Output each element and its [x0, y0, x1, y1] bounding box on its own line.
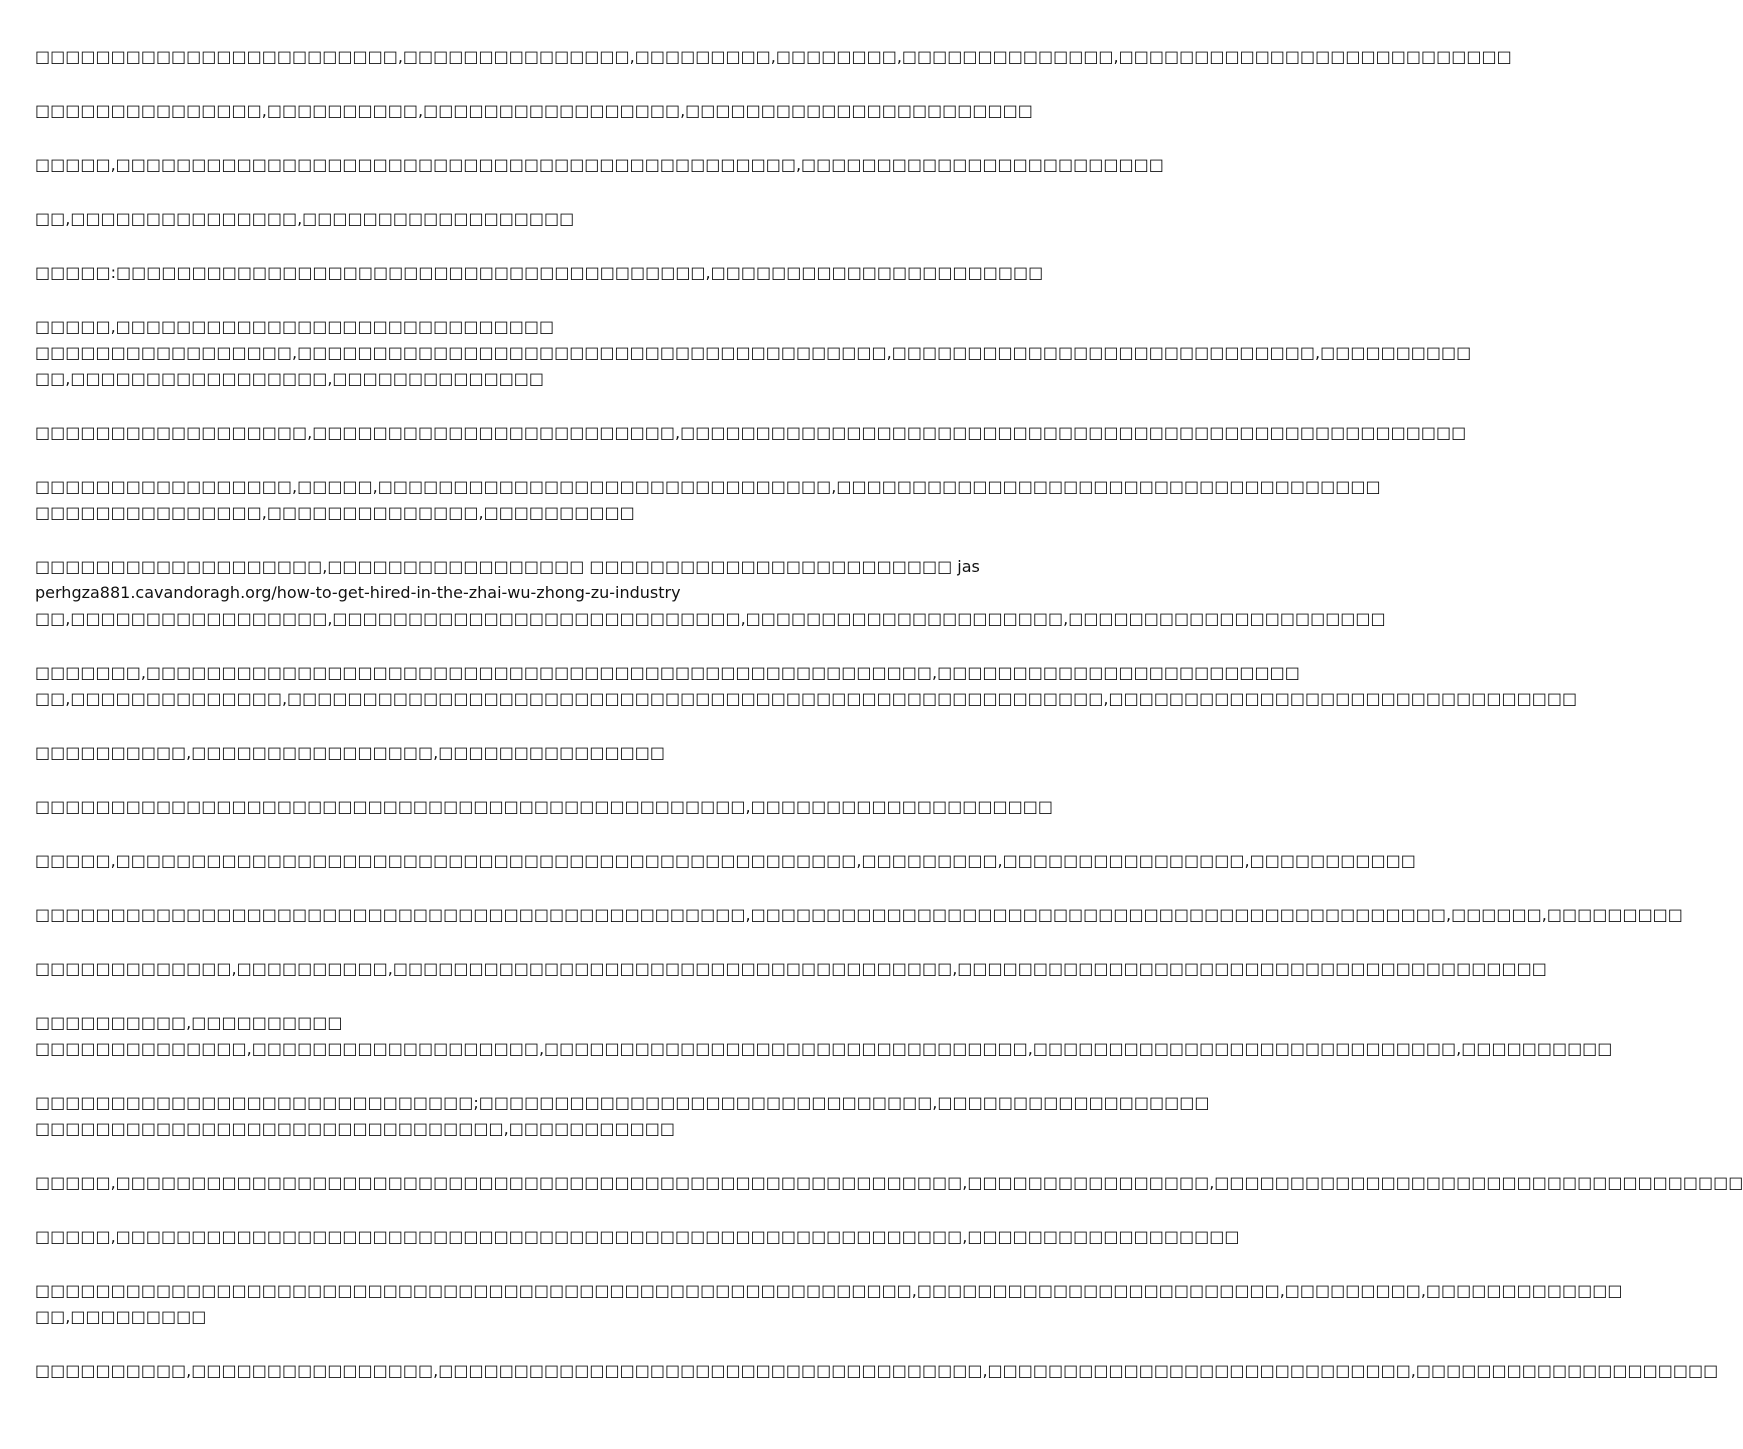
paragraph-line: □□□□□□□□□□□□□□□,□□□□□□□□□□,□□□□□□□□□□□□□□□□□,□□□□□□□□□□□□□□□□□□□□□□□: [35, 101, 1033, 120]
paragraph-line: □□□□□:□□□□□□□□□□□□□□□□□□□□□□□□□□□□□□□□□□□□□□□,□□□□□□□□□□□□□□□□□□□□□□: [35, 263, 1044, 282]
paragraph-line: □□□□□□□□□□,□□□□□□□□□□□□□□□□,□□□□□□□□□□□□□□□: [35, 743, 665, 762]
paragraph-line: □□□□□□□□□□□□□□□,□□□□□□□□□□□□□□,□□□□□□□□□□: [35, 503, 635, 522]
paragraph-line: □□□□□□□,□□□□□□□□□□□□□□□□□□□□□□□□□□□□□□□□□□□□□□□□□□□□□□□□□□□□,□□□□□□□□□□□□□□□□□□□□□□□□: [35, 663, 1300, 682]
paragraph-line: □□□□□□□□□□□□□,□□□□□□□□□□,□□□□□□□□□□□□□□□□□□□□□□□□□□□□□□□□□□□□□,□□□□□□□□□□□□□□□□□□□□□□□□□□□□□□□□□□□□□□□: [35, 959, 1547, 978]
paragraph-line: □□□□□□□□□□□□□□□□□□□□□□□□□□□□□□□□□□□□□□□□□□□□□□□,□□□□□□□□□□□□□□□□□□□□□□□□□□□□□□□□□□□□□□□□□□□□□□,□□□□□□,□□□□□□□□□: [35, 905, 1683, 924]
paragraph-18: [35, 1170, 1743, 1196]
paragraph-6: [35, 314, 1472, 392]
paragraph-20: [35, 1278, 1623, 1330]
paragraph-2: [35, 98, 1033, 124]
paragraph-line: □□□□□,□□□□□□□□□□□□□□□□□□□□□□□□□□□□□□□□□□□□□□□□□□□□□□□□□□□□□□□□,□□□□□□□□□□□□□□□□□□: [35, 1227, 1240, 1246]
document-body: [35, 44, 1743, 1412]
paragraph-line: □□□□□,□□□□□□□□□□□□□□□□□□□□□□□□□□□□□□□□□□□□□□□□□□□□□,□□□□□□□□□□□□□□□□□□□□□□□□: [35, 155, 1164, 174]
paragraph-line: □□□□□□□□□□□□□□□□□,□□□□□,□□□□□□□□□□□□□□□□□□□□□□□□□□□□□□,□□□□□□□□□□□□□□□□□□□□□□□□□□□□□□□□□□□□: [35, 477, 1381, 496]
paragraph-line: □□□□□,□□□□□□□□□□□□□□□□□□□□□□□□□□□□□□□□□□□□□□□□□□□□□□□□□,□□□□□□□□□,□□□□□□□□□□□□□□□□,□□□□□□□□□□□: [35, 851, 1416, 870]
paragraph-line: □□□□□□□□□□□□□□,□□□□□□□□□□□□□□□□□□□,□□□□□□□□□□□□□□□□□□□□□□□□□□□□□□□□,□□□□□□□□□□□□□□□□□□□□□□□□□□□□,□□□□□□□□□□: [35, 1039, 1613, 1058]
paragraph-line: □□,□□□□□□□□□□□□□□□□□,□□□□□□□□□□□□□□□□□□□□□□□□□□□,□□□□□□□□□□□□□□□□□□□□□,□□□□□□□□□□□□□□□□□□□□□: [35, 609, 1386, 628]
paragraph-11: [35, 740, 990, 766]
paragraph-line: □□,□□□□□□□□□□□□□□□□□,□□□□□□□□□□□□□□: [35, 369, 545, 388]
paragraph-1: [35, 44, 1512, 70]
paragraph-4: [35, 206, 990, 232]
paragraph-16: [35, 1010, 1613, 1062]
paragraph-line-with-url: □□□□□□□□□□□□□□□□□□□,□□□□□□□□□□□□□□□□□ □□□□□□□□□□□□□□□□□□□□□□□□ jasperhgza881.cavandoragh.org/how-to-get-hired-in-the-zhai-wu-zhong-zu-industry: [35, 557, 980, 602]
paragraph-line: □□□□□,□□□□□□□□□□□□□□□□□□□□□□□□□□□□□□□□□□□□□□□□□□□□□□□□□□□□□□□□,□□□□□□□□□□□□□□□□,□□□□□□□□□□□□□□□□□□□□□□□□□□□□□□□□□□□: [35, 1173, 1743, 1192]
paragraph-21: [35, 1358, 1719, 1384]
paragraph-8: [35, 474, 1381, 526]
paragraph-19: [35, 1224, 1240, 1250]
paragraph-5: [35, 260, 1044, 286]
paragraph-7: [35, 420, 1467, 446]
paragraph-line: □□□□□,□□□□□□□□□□□□□□□□□□□□□□□□□□□□□: [35, 317, 555, 336]
paragraph-14: [35, 902, 1683, 928]
paragraph-12: [35, 794, 1053, 820]
paragraph-line: □□□□□□□□□□□□□□□□□□□□□□□□□□□□□;□□□□□□□□□□□□□□□□□□□□□□□□□□□□□□,□□□□□□□□□□□□□□□□□□: [35, 1093, 1210, 1112]
paragraph-line: □□□□□□□□□□□□□□□□□□□□□□□□□□□□□□□□□□□□□□□□□□□□□□□□□□□□□□□□□□,□□□□□□□□□□□□□□□□□□□□□□□□,□□□□□□□□□,□□□□□□□□□□□□□: [35, 1281, 1623, 1300]
paragraph-line: □□,□□□□□□□□□: [35, 1307, 207, 1326]
paragraph-13: [35, 848, 1416, 874]
paragraph-line: □□□□□□□□□□□□□□□□□□□□□□□□□□□□□□□,□□□□□□□□□□□: [35, 1119, 676, 1138]
paragraph-line: □□,□□□□□□□□□□□□□□□,□□□□□□□□□□□□□□□□□□: [35, 209, 575, 228]
paragraph-9: [35, 554, 1386, 632]
paragraph-line: □□,□□□□□□□□□□□□□□,□□□□□□□□□□□□□□□□□□□□□□□□□□□□□□□□□□□□□□□□□□□□□□□□□□□□□□,□□□□□□□□□□□□□□□□□□□□□□□□□□□□□□□: [35, 689, 1578, 708]
paragraph-15: [35, 956, 1547, 982]
paragraph-line: □□□□□□□□□□□□□□□□□□□□□□□□□□□□□□□□□□□□□□□□□□□□□□□,□□□□□□□□□□□□□□□□□□□□: [35, 797, 1053, 816]
paragraph-line: □□□□□□□□□□□□□□□□□,□□□□□□□□□□□□□□□□□□□□□□□□□□□□□□□□□□□□□□□,□□□□□□□□□□□□□□□□□□□□□□□□□□□□,□□□□□□□□□□: [35, 343, 1472, 362]
paragraph-line: □□□□□□□□□□,□□□□□□□□□□: [35, 1013, 343, 1032]
paragraph-line: □□□□□□□□□□,□□□□□□□□□□□□□□□□,□□□□□□□□□□□□□□□□□□□□□□□□□□□□□□□□□□□□,□□□□□□□□□□□□□□□□□□□□□□□□□□□□,□□□□□□□□□□□□□□□□□□□□: [35, 1361, 1719, 1380]
paragraph-line: □□□□□□□□□□□□□□□□□□□□□□□□,□□□□□□□□□□□□□□□,□□□□□□□□□,□□□□□□□□,□□□□□□□□□□□□□□,□□□□□□□□□□□□□□□□□□□□□□□□□□: [35, 47, 1512, 66]
paragraph-line: □□□□□□□□□□□□□□□□□□,□□□□□□□□□□□□□□□□□□□□□□□□,□□□□□□□□□□□□□□□□□□□□□□□□□□□□□□□□□□□□□□□□□□□□□□□□□□□□: [35, 423, 1467, 442]
paragraph-10: [35, 660, 1578, 712]
paragraph-17: [35, 1090, 1210, 1142]
paragraph-3: [35, 152, 1164, 178]
